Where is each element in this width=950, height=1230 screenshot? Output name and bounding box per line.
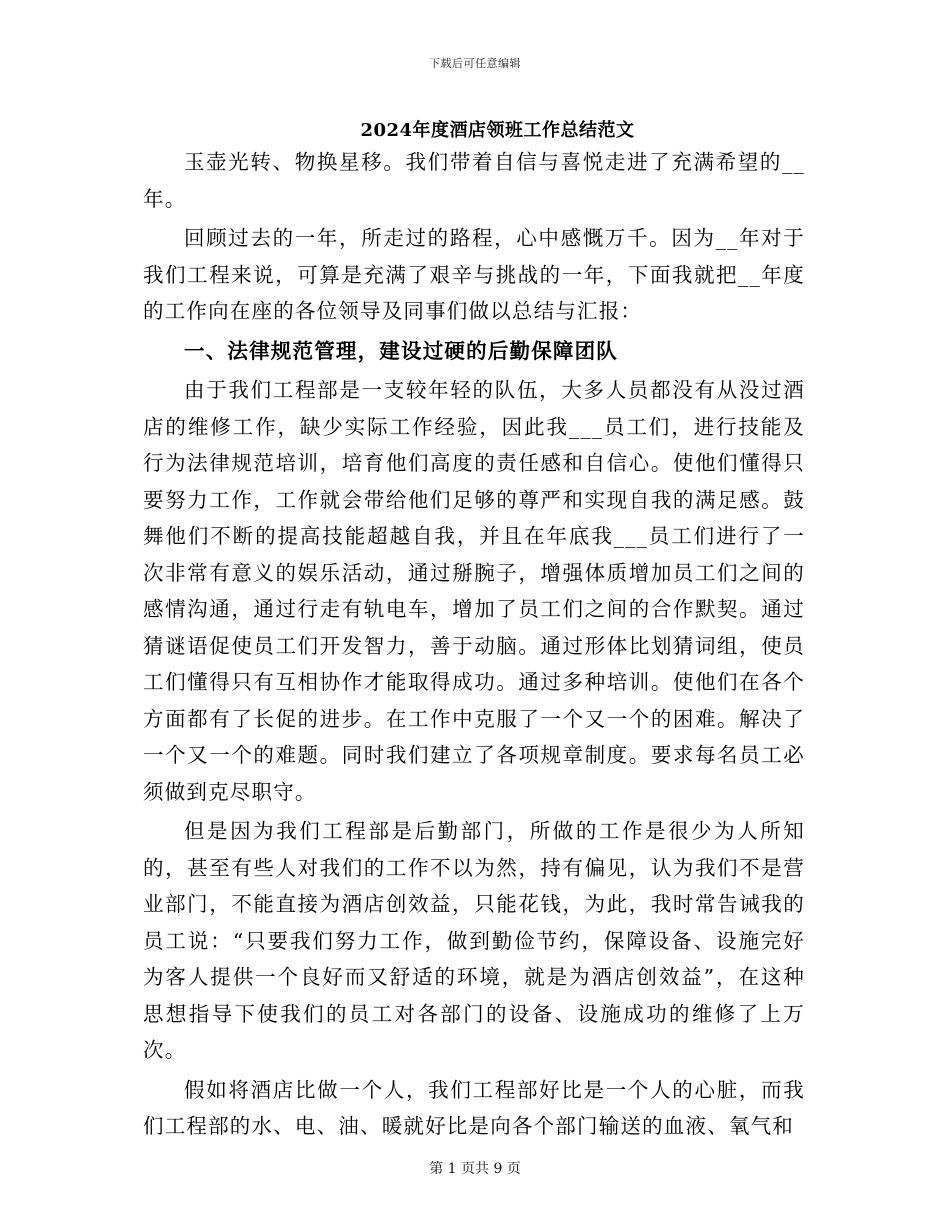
document-body <box>143 144 805 1148</box>
paragraph-logistics: 但是因为我们工程部是后勤部门，所做的工作是很少为人所知的，甚至有些人对我们的工作不以为然，持有偏见，认为我们不是营业部门，不能直接为酒店创效益，只能花钱，为此，我时常告诫我的员工说：“只要我们努力工作，做到勤俭节约，保障设备、设施完好为客人提供一个良好而又舒适的环境，就是为酒店创效益”，在这种思想指导下使我们的员工对各部门的设备、设施成功的维修了上万次。 <box>143 819 805 1062</box>
header-note: 下载后可任意编辑 <box>429 57 521 70</box>
document-title: 2024年度酒店领班工作总结范文 <box>360 120 635 141</box>
section-heading: 一、法律规范管理，建设过硬的后勤保障团队 <box>184 338 618 363</box>
paragraph-training: 由于我们工程部是一支较年轻的队伍，大多人员都没有从没过酒店的维修工作，缺少实际工作经验，因此我___员工们，进行技能及行为法律规范培训，培育他们高度的责任感和自信心。使他们懂得只要努力工作，工作就会带给他们足够的尊严和实现自我的满足感。鼓舞他们不断的提高技能超越自我，并且在年底我___员工们进行了一次非常有意义的娱乐活动，通过掰腕子，增强体质增加员工们之间的感情沟通，通过行走有轨电车，增加了员工们之间的合作默契。通过猜谜语促使员工们开发智力，善于动脑。通过形体比划猜词组，使员工们懂得只有互相协作才能取得成功。通过多种培训。使他们在各个方面都有了长促的进步。在工作中克服了一个又一个的困难。解决了一个又一个的难题。同时我们建立了各项规章制度。要求每名员工必须做到克尽职守。 <box>143 378 805 804</box>
paragraph-analogy: 假如将酒店比做一个人，我们工程部好比是一个人的心脏，而我们工程部的水、电、油、暖就好比是向各个部门输送的血液、氧气和 <box>143 1077 805 1138</box>
page-footer: 第 1 页共 9 页 <box>429 1161 521 1177</box>
paragraph-review: 回顾过去的一年，所走过的路程，心中感慨万千。因为__年对于我们工程来说，可算是充满了艰辛与挑战的一年，下面我就把__年度的工作向在座的各位领导及同事们做以总结与汇报： <box>143 226 805 323</box>
paragraph-intro: 玉壶光转、物换星移。我们带着自信与喜悦走进了充满希望的__年。 <box>143 150 805 211</box>
